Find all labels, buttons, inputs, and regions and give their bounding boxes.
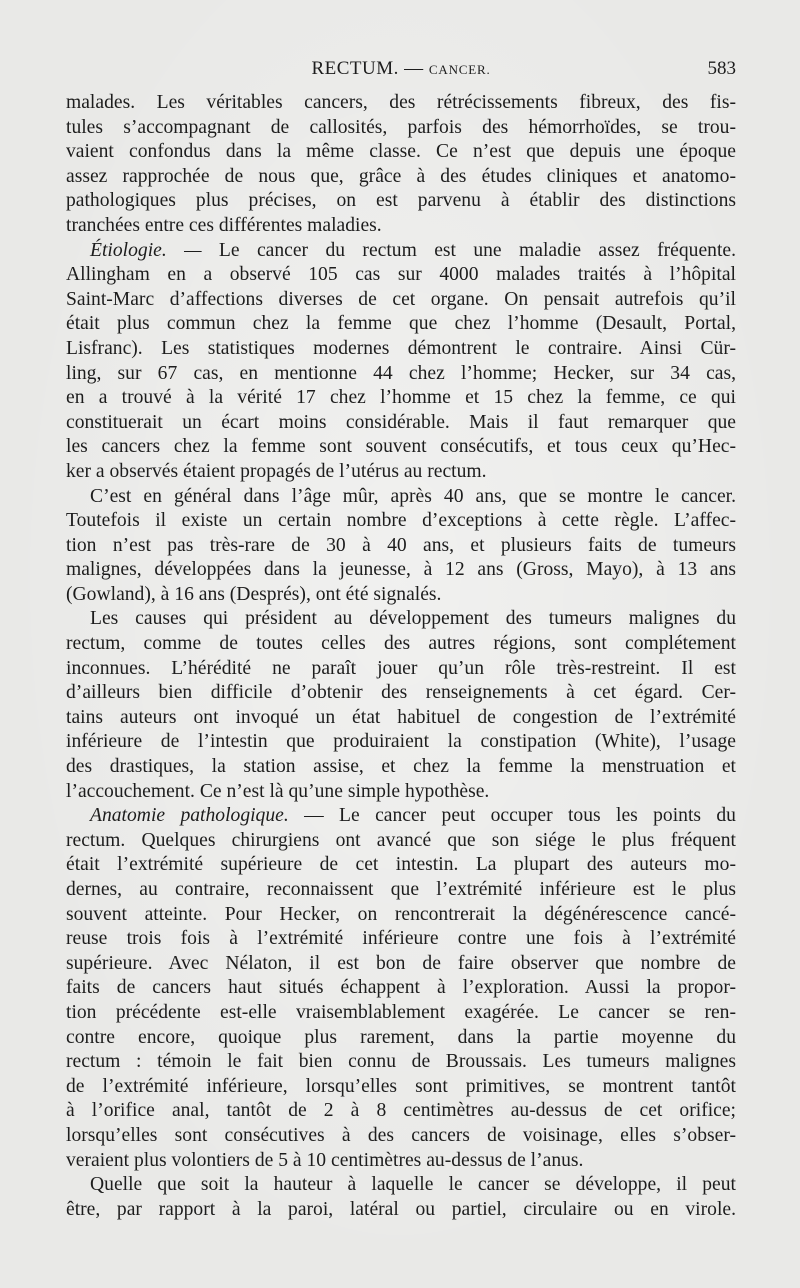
text-line: être, par rapport à la paroi, latéral ou partiel, circulaire ou en virole. <box>66 1198 736 1220</box>
running-title <box>66 58 736 80</box>
text-line: supérieure. Avec Nélaton, il est bon de faire observer que nombre de <box>66 952 736 974</box>
text-line: dernes, au contraire, reconnaissent que l’extrémité inférieure est le plus <box>66 879 736 900</box>
text-line: (Gowland), à 16 ans (Després), ont été signalés. <box>66 583 442 605</box>
text-line: tules s’accompagnant de callosités, parfois des hémorrhoïdes, se trou- <box>66 116 736 138</box>
text-line: était l’extrémité supérieure de cet intestin. La plupart des auteurs mo- <box>66 854 736 876</box>
text-line: malignes, développées dans la jeunesse, à 12 ans (Gross, Mayo), à 13 ans <box>66 559 736 581</box>
text-line-etiologie <box>66 239 736 264</box>
text-line: malades. Les véritables cancers, des rétrécissements fibreux, des fis- <box>66 92 736 113</box>
text-line: l’accouchement. Ce n’est là qu’une simple hypothèse. <box>66 780 490 802</box>
text-line: en a trouvé à la vérité 17 chez l’homme et 15 chez la femme, ce qui <box>66 387 736 409</box>
text-line: souvent atteinte. Pour Hecker, on rencontrerait la dégénérescence cancé- <box>66 903 736 925</box>
text-line-anatomie <box>66 804 736 829</box>
text-line: tains auteurs ont invoqué un état habituel de congestion de l’extrémité <box>66 706 736 728</box>
text-line: tion n’est pas très-rare de 30 à 40 ans, et plusieurs faits de tumeurs <box>66 534 736 556</box>
text-line: Les causes qui président au développement des tumeurs malignes du <box>90 608 736 630</box>
running-title-sub: CANCER. <box>428 62 491 77</box>
text-line: Saint-Marc d’affections diverses de cet organe. On pensait autrefois qu’il <box>66 288 736 310</box>
text-line: Lisfranc). Les statistiques modernes démontrent le contraire. Ainsi Cür- <box>66 337 736 359</box>
text-line: C’est en général dans l’âge mûr, après 40 ans, que se montre le cancer. <box>90 485 736 507</box>
section-heading-anatomie: Anatomie pathologique. <box>90 805 289 827</box>
section-heading-etiologie: Étiologie. — <box>90 239 202 261</box>
text-run: Le cancer du rectum est une maladie assez fréquente. <box>218 239 736 261</box>
text-line: assez rapprochée de nous que, grâce à des études cliniques et anatomo- <box>66 165 736 187</box>
text-line: ker a observés étaient propagés de l’utérus au rectum. <box>66 460 487 482</box>
text-line: ling, sur 67 cas, en mentionne 44 chez l’homme; Hecker, sur 34 cas, <box>66 362 736 384</box>
running-title-separator: — <box>398 58 429 79</box>
text-line: inconnues. L’hérédité ne paraît jouer qu’un rôle très-restreint. Il est <box>66 657 736 679</box>
text-line: des drastiques, la station assise, et chez la femme la menstruation et <box>66 756 736 778</box>
text-line: rectum, comme de toutes celles des autres régions, sont complétement <box>66 633 736 655</box>
text-line: pathologiques plus précises, on est parvenu à établir des distinctions <box>66 190 736 212</box>
text-line: Quelle que soit la hauteur à laquelle le cancer se développe, il peut <box>90 1174 736 1196</box>
text-line: les cancers chez la femme sont souvent consécutifs, et tous ceux qu’Hec- <box>66 436 736 458</box>
text-line: tion précédente est-elle vraisemblablement exagérée. Le cancer se ren- <box>66 1001 736 1023</box>
text-line: Allingham en a observé 105 cas sur 4000 malades traités à l’hôpital <box>66 264 736 286</box>
page-number: 583 <box>707 58 736 79</box>
body-text <box>66 91 736 1222</box>
text-line: inférieure de l’intestin que produiraient la constipation (White), l’usage <box>66 731 736 753</box>
text-line: rectum. Quelques chirurgiens ont avancé que son siége le plus fréquent <box>66 829 736 851</box>
text-line: contre encore, quoique plus rarement, dans la partie moyenne du <box>66 1026 736 1048</box>
text-line: tranchées entre ces différentes maladies. <box>66 214 382 236</box>
text-run: — Le cancer peut occuper tous les points du <box>304 805 736 827</box>
text-line: vaient confondus dans la même classe. Ce n’est que depuis une époque <box>66 141 736 163</box>
text-line: de l’extrémité inférieure, lorsqu’elles sont primitives, se montrent tantôt <box>66 1075 736 1097</box>
text-line: reuse trois fois à l’extrémité inférieure contre une fois à l’extrémité <box>66 928 736 950</box>
text-line: veraient plus volontiers de 5 à 10 centimètres au-dessus de l’anus. <box>66 1149 584 1171</box>
text-line: à l’orifice anal, tantôt de 2 à 8 centimètres au-dessus de cet orifice; <box>66 1100 736 1122</box>
text-line: rectum : témoin le fait bien connu de Broussais. Les tumeurs malignes <box>66 1051 736 1073</box>
text-line: d’ailleurs bien difficile d’obtenir des renseignements à cet égard. Cer- <box>66 682 736 704</box>
running-title-main: RECTUM. <box>311 58 399 79</box>
text-line: constituerait un écart moins considérable. Mais il faut remarquer que <box>66 411 736 433</box>
running-head <box>66 58 736 86</box>
text-line: était plus commun chez la femme que chez l’homme (Desault, Portal, <box>66 313 736 335</box>
text-line: Toutefois il existe un certain nombre d’exceptions à cette règle. L’affec- <box>66 510 736 532</box>
text-line: faits de cancers haut situés échappent à l’exploration. Aussi la propor- <box>66 977 736 999</box>
text-line: lorsqu’elles sont consécutives à des cancers de voisinage, elles s’obser- <box>66 1124 736 1146</box>
